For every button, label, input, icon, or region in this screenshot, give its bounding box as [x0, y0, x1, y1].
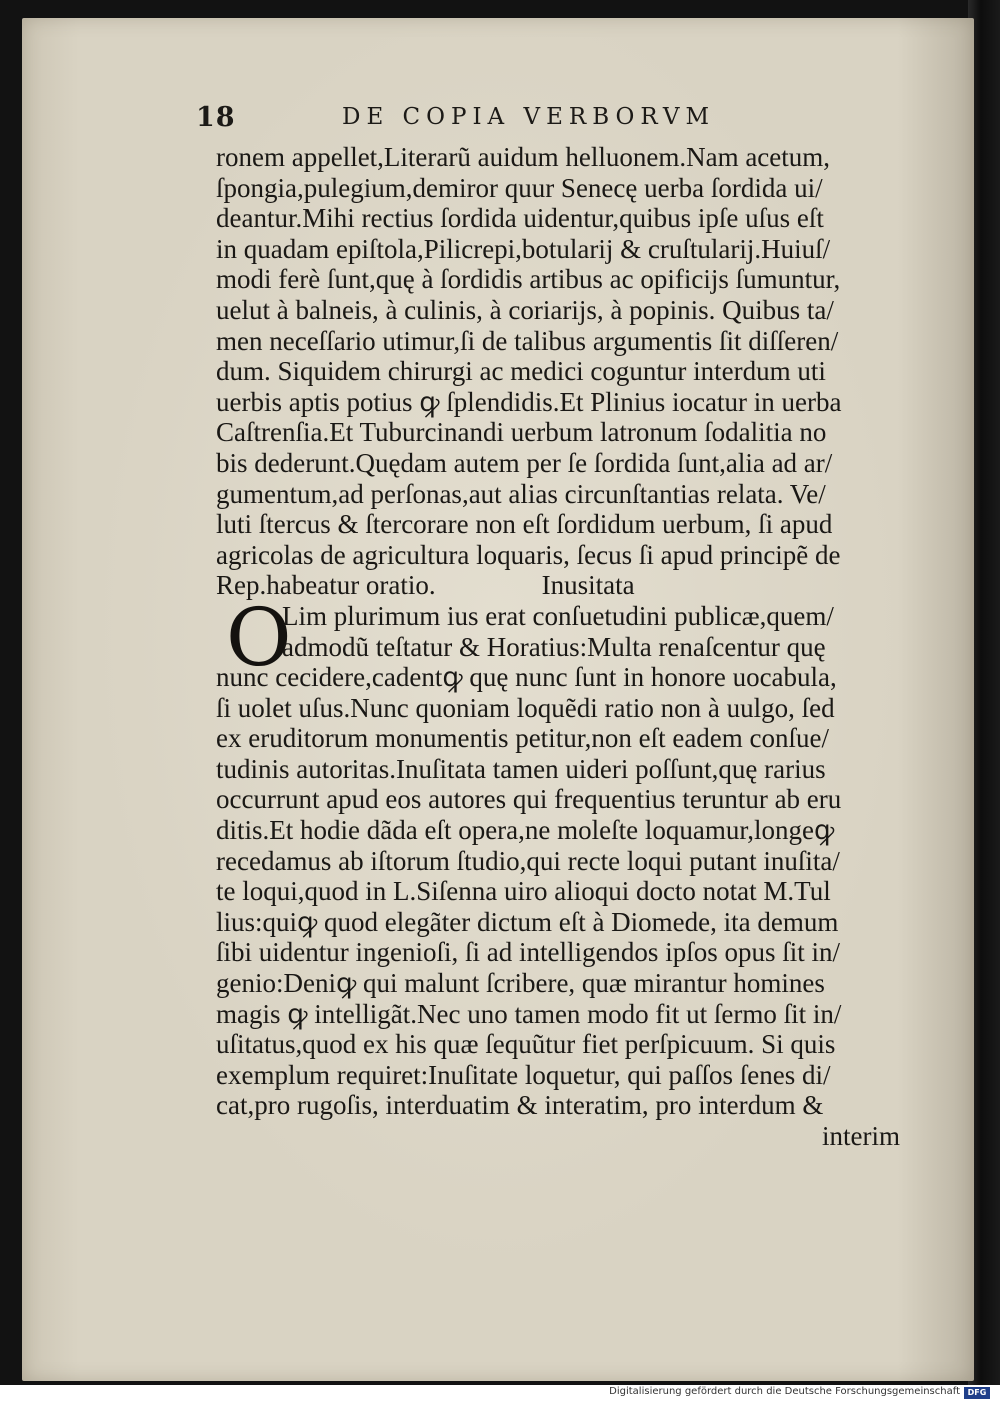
text-line: nunc cecidere,cadentꝙ quę nunc ſunt in honore uocabula,	[216, 662, 837, 693]
text-line: tudinis autoritas.Inuſitata tamen uideri poſſunt,quę rarius	[216, 753, 826, 784]
text-line: deantur.Mihi rectius ſordida uidentur,quibus ipſe uſus eſt	[216, 203, 824, 234]
text-line: Caſtrenſia.Et Tuburcinandi uerbum latronum ſodalitia no	[216, 417, 827, 448]
text-line: te loqui,quod in L.Siſenna uiro alioqui docto notat M.Tul	[216, 876, 831, 907]
text-line: exemplum requiret:Inuſitate loquetur, qui paſſos ſenes di/	[216, 1059, 831, 1090]
page-number: 18	[196, 102, 236, 133]
text-line: recedamus ab iſtorum ſtudio,qui recte loqui putant inuſita/	[216, 845, 840, 876]
text-line: cat,pro rugoſis, interduatim & interatim, pro interdum &	[216, 1090, 824, 1121]
page-header	[196, 102, 756, 142]
text-line: occurrunt apud eos autores qui frequentius teruntur ab eru	[216, 784, 842, 815]
running-title: DE COPIA VERBORVM	[342, 104, 716, 130]
body-text	[216, 142, 906, 1152]
text-line: ditis.Et hodie dãda eſt opera,ne moleſte loquamur,longeꝙ	[216, 815, 835, 846]
text-line: men neceſſario utimur,ſi de talibus argumentis ſit diſſeren/	[216, 325, 839, 356]
text-line: ſibi uidentur ingenioſi, ſi ad intelligendos ipſos opus ſit in/	[216, 937, 840, 968]
text-line: uelut à balneis, à culinis, à coriarijs, à popinis. Quibus ta/	[216, 294, 834, 325]
text-line: admodũ teſtatur & Horatius:Multa renaſcentur quę	[282, 631, 826, 662]
dfg-logo-icon: DFG	[964, 1387, 990, 1399]
text-line: uerbis aptis potius ꝙ ſplendidis.Et Plinius iocatur in uerba	[216, 386, 842, 417]
text-line: gumentum,ad perſonas,aut alias circunſtantias relata. Ve/	[216, 478, 826, 509]
text-line: in quadam epiſtola,Pilicrepi,botularij & cruſtularij.Huiuſ/	[216, 233, 831, 264]
text-line: luti ſtercus & ſtercorare non eſt ſordidum uerbum, ſi apud	[216, 509, 833, 540]
text-line: magis ꝙ intelligãt.Nec uno tamen modo fit ut ſermo ſit in/	[216, 998, 842, 1029]
text-line: ſpongia,pulegium,demiror quur Senecę uerba ſordida ui/	[216, 172, 823, 203]
text-line: uſitatus,quod ex his quæ ſequũtur fiet perſpicuum. Si quis	[216, 1029, 836, 1060]
text-line: agricolas de agricultura loquaris, ſecus ſi apud principẽ de	[216, 539, 841, 570]
text-line: Lim plurimum ius erat conſuetudini publicæ,quem/	[282, 600, 834, 631]
text-line: bis dederunt.Quędam autem per ſe ſordida ſunt,alia ad ar/	[216, 447, 833, 478]
section-heading: Inusitata	[541, 570, 635, 601]
text-line-with-heading	[216, 570, 906, 601]
text-line: ronem appellet,Literarũ auidum helluonem.Nam acetum,	[216, 142, 831, 172]
text-line: lius:quiꝙ quod elegãter dictum eſt à Diomede, ita demum	[216, 906, 839, 937]
text-line: ex eruditorum monumentis petitur,non eſt eadem conſue/	[216, 723, 830, 754]
text-line: Rep.habeatur oratio.	[216, 570, 436, 601]
digitization-credit: Digitalisierung gefördert durch die Deutsche Forschungsgemeinschaft	[609, 1386, 960, 1397]
text-line: ſi uolet uſus.Nunc quoniam loquẽdi ratio non à uulgo, ſed	[216, 692, 835, 723]
text-line: dum. Siquidem chirurgi ac medici coguntur interdum uti	[216, 356, 826, 387]
drop-cap-initial: O	[226, 591, 292, 684]
catchword: interim	[822, 1121, 900, 1151]
text-line: modi ferè ſunt,quę à ſordidis artibus ac opificijs ſumuntur,	[216, 264, 841, 295]
text-line: genio:Deniꝙ qui malunt ſcribere, quæ mirantur homines	[216, 968, 825, 999]
